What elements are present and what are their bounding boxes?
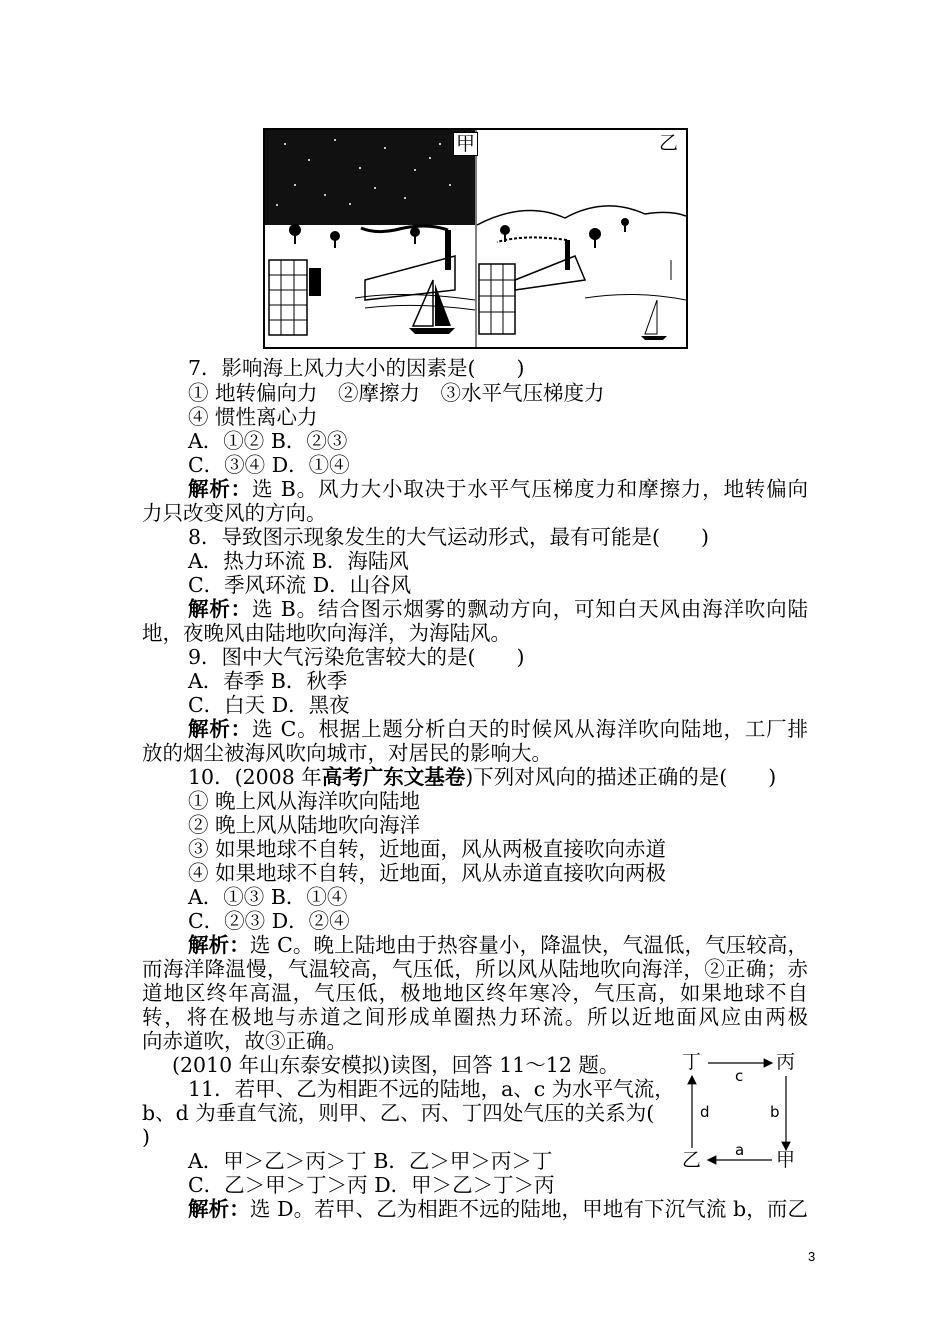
question-11-choices-ab: A．甲＞乙＞丙＞丁 B．乙＞甲＞丙＞丁 — [188, 1149, 553, 1173]
figure-label-jia: 甲 — [453, 132, 478, 156]
answer-7-line-2: 力只改变风的方向。 — [142, 501, 327, 525]
point-jia: 甲 — [776, 1149, 796, 1171]
answer-9-line-1 — [188, 717, 808, 741]
point-bing: 丙 — [776, 1051, 796, 1073]
answer-11-line-1 — [188, 1197, 808, 1221]
question-7-choices-ab: A．①② B．②③ — [188, 429, 348, 453]
illustration-drawing — [265, 130, 686, 347]
answer-8-line-2: 地，夜晚风由陆地吹向海洋，为海陆风。 — [142, 621, 511, 645]
label-d: d — [700, 1103, 710, 1121]
question-10-source: 高考广东文基卷 — [321, 765, 466, 789]
answer-11-text: 选 D。若甲、乙为相距不远的陆地，甲地有下沉气流 b，而乙 — [249, 1197, 809, 1221]
question-11-line-1: 11．若甲、乙为相距不远的陆地，a、c 为水平气流， — [188, 1077, 675, 1101]
answer-10-line-2: 而海洋降温慢，气温较高，气压低，所以风从陆地吹向海洋，②正确；赤 — [142, 957, 808, 981]
question-7-options-1: ① 地转偏向力 ②摩擦力 ③水平气压梯度力 — [188, 381, 605, 405]
answer-8-line-1 — [188, 597, 808, 621]
question-11-line-2: b、d 为垂直气流，则甲、乙、丙、丁四处气压的关系为( — [142, 1101, 655, 1125]
question-8-choices-cd: C．季风环流 D．山谷风 — [188, 573, 412, 597]
answer-10-line-1 — [188, 933, 808, 957]
question-9-choices-cd: C．白天 D．黑夜 — [188, 693, 350, 717]
point-yi: 乙 — [682, 1149, 702, 1171]
sea-land-breeze-illustration — [263, 128, 688, 349]
question-9-choices-ab: A．春季 B．秋季 — [188, 669, 348, 693]
answer-7-text: 选 B。风力大小取决于水平气压梯度力和摩擦力，地转偏向 — [252, 477, 808, 501]
answer-label: 解析： — [188, 1197, 250, 1221]
answer-7-line-1 — [188, 477, 808, 501]
question-10-choices-ab: A．①③ B．①④ — [188, 885, 348, 909]
section-intro: (2010 年山东泰安模拟)读图，回答 11～12 题。 — [172, 1053, 620, 1077]
question-7-choices-cd: C．③④ D．①④ — [188, 453, 350, 477]
question-10-text: )下列对风向的描述正确的是( ) — [465, 765, 777, 789]
answer-label: 解析： — [188, 933, 250, 957]
question-11-choices-cd: C．乙＞甲＞丁＞丙 D．甲＞乙＞丁＞丙 — [188, 1173, 555, 1197]
answer-label: 解析： — [188, 717, 252, 741]
answer-10-line-3: 道地区终年高温，气压低，极地地区终年寒冷，气压高，如果地球不自 — [142, 981, 808, 1005]
question-10-choices-cd: C．②③ D．②④ — [188, 909, 350, 933]
question-10-option-3: ③ 如果地球不自转，近地面，风从两极直接吹向赤道 — [188, 837, 667, 861]
question-10-option-1: ① 晚上风从海洋吹向陆地 — [188, 789, 421, 813]
question-7-options-2: ④ 惯性离心力 — [188, 405, 318, 429]
answer-10-line-4: 转，将在极地与赤道之间形成单圈热力环流。所以近地面风应由两极 — [142, 1005, 808, 1029]
label-b: b — [770, 1103, 780, 1121]
answer-10-text: 选 C。晚上陆地由于热容量小，降温快，气温低，气压较高， — [249, 933, 809, 957]
question-9: 9．图中大气污染危害较大的是( ) — [188, 645, 525, 669]
circulation-diagram — [680, 1050, 810, 1175]
answer-9-text: 选 C。根据上题分析白天的时候风从海洋吹向陆地，工厂排 — [251, 717, 809, 741]
question-11-line-3: ) — [142, 1125, 150, 1149]
question-10-option-2: ② 晚上风从陆地吹向海洋 — [188, 813, 421, 837]
question-8-choices-ab: A．热力环流 B．海陆风 — [188, 549, 409, 573]
question-10 — [188, 765, 776, 789]
question-8: 8．导致图示现象发生的大气运动形式，最有可能是( ) — [188, 525, 710, 549]
point-ding: 丁 — [682, 1051, 702, 1073]
label-a: a — [735, 1141, 745, 1159]
figure-label-yi: 乙 — [658, 132, 678, 154]
page-number: 3 — [808, 1249, 816, 1264]
question-10-prefix: 10．(2008 年 — [188, 765, 322, 789]
question-7: 7．影响海上风力大小的因素是( ) — [188, 356, 525, 380]
answer-10-line-5: 向赤道吹，故③正确。 — [142, 1029, 347, 1053]
question-10-option-4: ④ 如果地球不自转，近地面，风从赤道直接吹向两极 — [188, 861, 667, 885]
answer-8-text: 选 B。结合图示烟雾的飘动方向，可知白天风由海洋吹向陆 — [252, 597, 808, 621]
answer-label: 解析： — [188, 597, 253, 621]
label-c: c — [735, 1067, 744, 1085]
answer-label: 解析： — [188, 477, 253, 501]
answer-9-line-2: 放的烟尘被海风吹向城市，对居民的影响大。 — [142, 741, 552, 765]
